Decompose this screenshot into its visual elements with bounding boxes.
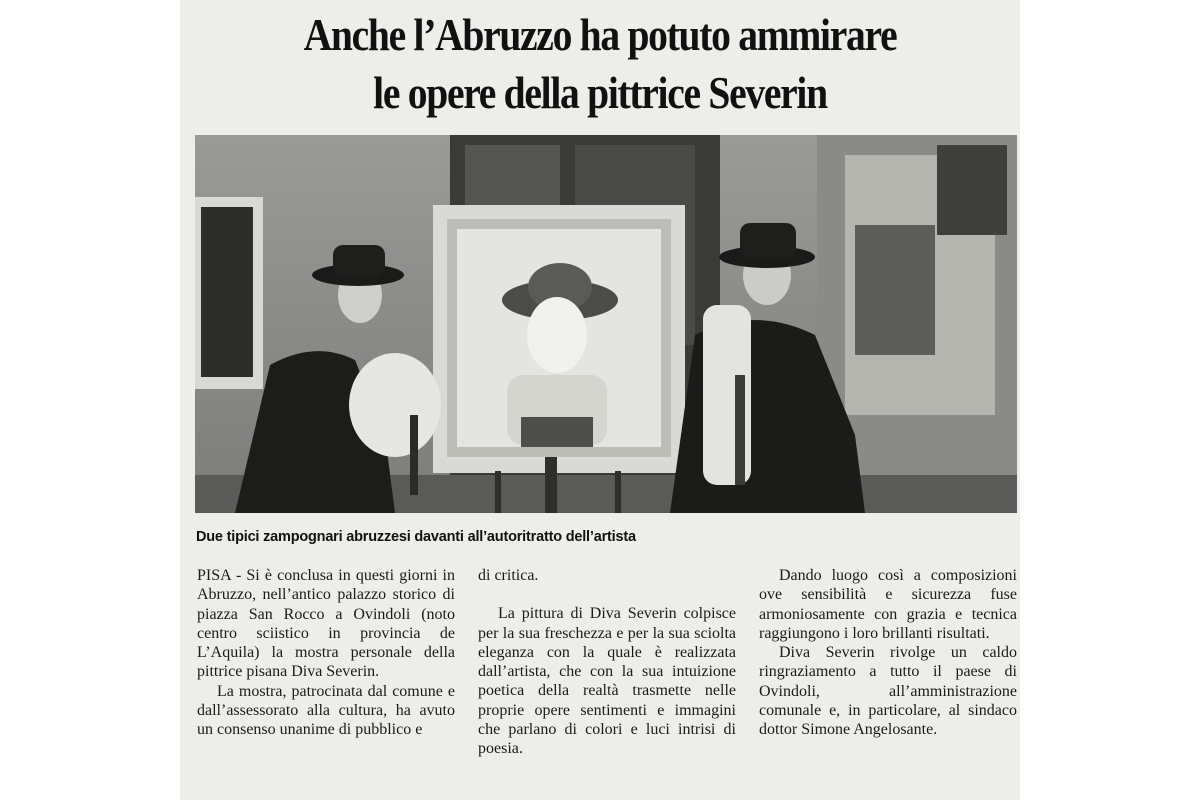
paragraph: Diva Severin rivolge un caldo ringraziamento a tutto il paese di Ovindoli, all’amministrazione comunale e, in particolare, al sindaco dottor Simone Angelosante.	[759, 644, 1017, 739]
photo-caption: Due tipici zampognari abruzzesi davanti all’autoritratto dell’artista	[196, 529, 636, 545]
headline	[239, 6, 961, 122]
paragraph: PISA - Si è conclusa in questi giorni in Abruzzo, nell’antico palazzo storico di piazza San Rocco a Ovindoli (noto centro sciistico in provincia de L’Aquila) la mostra personale della pittrice pisana Diva Severin.	[197, 567, 455, 681]
article-column-1	[197, 566, 455, 740]
headline-line-2: le opere della pittrice Severin	[373, 67, 827, 118]
paragraph: La mostra, patrocinata dal comune e dall’assessorato alla cultura, ha avuto un consenso unanime di pubblico e	[197, 682, 455, 739]
paragraph: di critica.	[478, 567, 539, 584]
article-column-2	[478, 566, 736, 759]
paragraph: Dando luogo così a composizioni ove sensibilità e sicurezza fuse armoniosamente con grazia e tecnica raggiungono i loro brillanti risultati.	[759, 567, 1017, 642]
article-column-3	[759, 566, 1017, 740]
paragraph: La pittura di Diva Severin colpisce per la sua freschezza e per la sua sciolta eleganza con la quale è realizzata dall’artista, che con la sua intuizione poetica della realtà trasmette nelle proprie opere sentimenti e immagini che parlano di colori e luci intrisi di poesia.	[478, 605, 736, 758]
photo-illustration	[195, 135, 1017, 513]
article-photo	[195, 135, 1017, 513]
headline-line-1: Anche l’Abruzzo ha potuto ammirare	[303, 9, 897, 60]
